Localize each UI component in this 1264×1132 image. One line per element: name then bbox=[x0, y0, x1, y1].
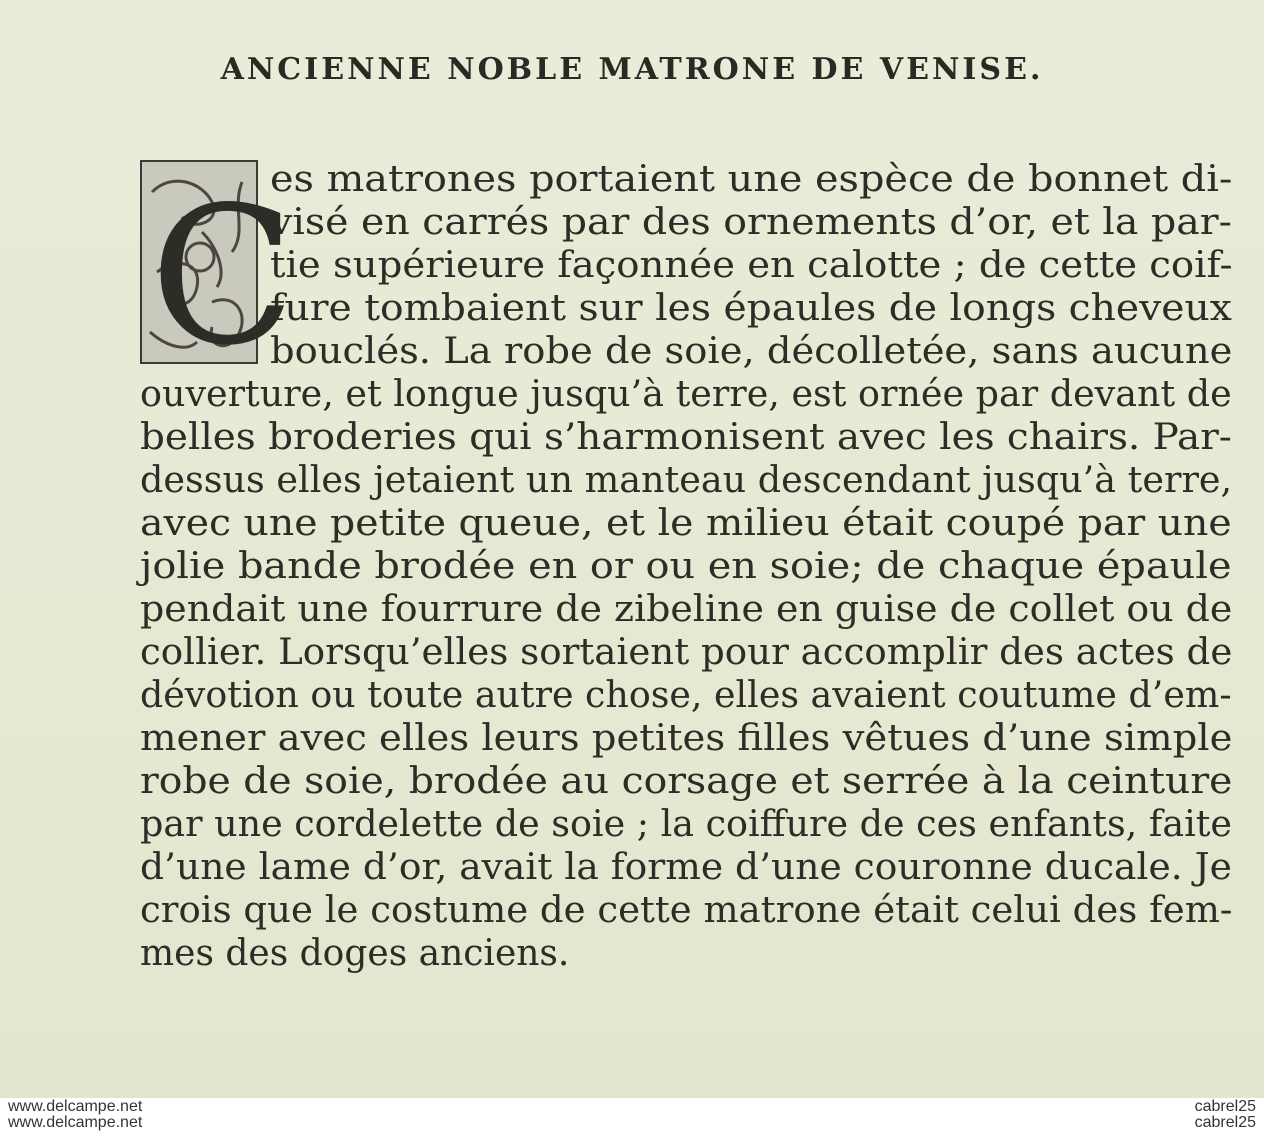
text-line-1: es matrones portaient une espèce de bonnet di- bbox=[270, 159, 1233, 200]
text-line-11: pendait une fourrure de zibeline en guise de collet ou de bbox=[140, 589, 1233, 630]
ornamental-dropcap bbox=[140, 160, 296, 387]
watermark-site-2: www.delcampe.net bbox=[8, 1114, 143, 1131]
text-line-6: ouverture, et longue jusqu’à terre, est ornée par devant de bbox=[140, 374, 1232, 415]
text-line-5: bouclés. La robe de soie, décolletée, sans aucune bbox=[270, 331, 1233, 372]
text-line-16: par une cordelette de soie ; la coiffure de ces enfants, faite bbox=[140, 804, 1232, 845]
text-line-2: visé en carrés par des ornements d’or, et la par- bbox=[270, 202, 1232, 243]
watermark-bar bbox=[0, 1098, 1264, 1132]
dropcap-ornament-icon bbox=[142, 162, 296, 387]
text-line-7: belles broderies qui s’harmonisent avec les chairs. Par- bbox=[140, 417, 1232, 458]
text-line-15: robe de soie, brodée au corsage et serrée à la ceinture bbox=[140, 761, 1233, 802]
text-line-13: dévotion ou toute autre chose, elles avaient coutume d’em- bbox=[140, 675, 1232, 716]
text-line-12: collier. Lorsqu’elles sortaient pour accomplir des actes de bbox=[140, 632, 1233, 673]
text-line-8: dessus elles jetaient un manteau descendant jusqu’à terre, bbox=[140, 460, 1233, 501]
text-line-18: crois que le costume de cette matrone était celui des fem- bbox=[140, 890, 1233, 931]
watermark-site-1: www.delcampe.net bbox=[8, 1098, 143, 1115]
text-line-19: mes des doges anciens. bbox=[140, 933, 570, 974]
text-line-14: mener avec elles leurs petites filles vêtues d’une simple bbox=[140, 718, 1233, 759]
text-line-10: jolie bande brodée en or ou en soie; de chaque épaule bbox=[140, 546, 1232, 587]
watermark-left bbox=[8, 1099, 142, 1131]
watermark-right bbox=[1195, 1099, 1256, 1131]
text-line-4: fure tombaient sur les épaules de longs cheveux bbox=[270, 288, 1232, 329]
page-title: ANCIENNE NOBLE MATRONE DE VENISE. bbox=[220, 52, 1044, 87]
text-line-3: tie supérieure façonnée en calotte ; de cette coif- bbox=[270, 245, 1233, 286]
text-line-9: avec une petite queue, et le milieu était coupé par une bbox=[140, 503, 1232, 544]
text-line-17: d’une lame d’or, avait la forme d’une couronne ducale. Je bbox=[140, 847, 1232, 888]
watermark-user-1: cabrel25 bbox=[1194, 1098, 1256, 1115]
dropcap-letter: C bbox=[150, 166, 296, 387]
watermark-user-2: cabrel25 bbox=[1194, 1114, 1256, 1131]
